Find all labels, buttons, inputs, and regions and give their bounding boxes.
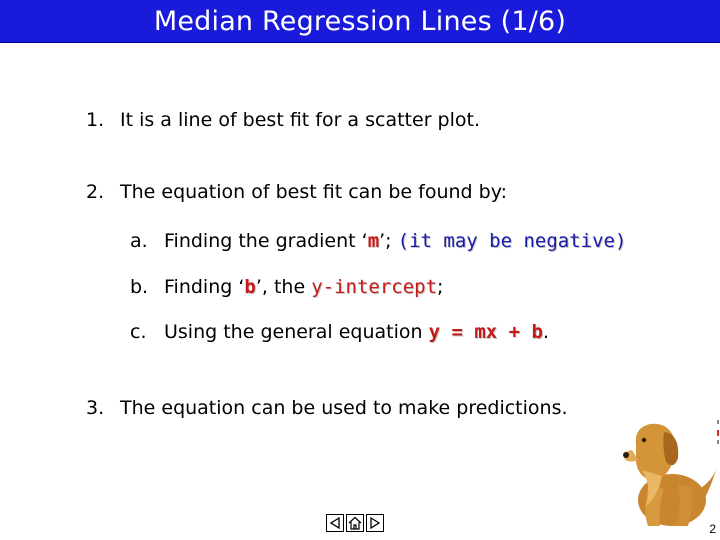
subpoint-label: c.	[130, 321, 147, 343]
negative-note: (it may be negative)	[397, 230, 627, 252]
general-equation: y = mx + b	[428, 321, 543, 343]
title-bar	[0, 0, 720, 43]
previous-slide-button[interactable]	[326, 514, 344, 532]
golden-retriever-image	[612, 410, 720, 528]
slide-navigation	[326, 514, 384, 534]
subpoint-text: ;	[437, 276, 444, 298]
point-number: 1.	[86, 109, 105, 131]
subpoint-text: ’, the	[255, 276, 312, 298]
point-2	[86, 180, 507, 204]
home-icon	[348, 516, 362, 530]
subpoint-c	[130, 320, 549, 344]
subpoint-b	[130, 275, 443, 299]
gradient-symbol: m	[367, 230, 380, 252]
next-slide-button[interactable]	[366, 514, 384, 532]
point-number: 2.	[86, 181, 105, 203]
point-text: The equation can be used to make predictions.	[120, 397, 568, 419]
subpoint-text: Using the general equation	[164, 321, 429, 343]
point-text: The equation of best fit can be found by:	[120, 181, 507, 203]
point-number: 3.	[86, 397, 105, 419]
point-3	[86, 396, 568, 420]
point-text: It is a line of best fit for a scatter plot.	[120, 109, 480, 131]
y-intercept-term: y-intercept	[311, 276, 438, 298]
page-number: 2	[709, 522, 716, 536]
triangle-right-icon	[369, 517, 381, 529]
subpoint-label: a.	[130, 230, 148, 252]
point-1	[86, 108, 480, 132]
subpoint-text: ’;	[379, 230, 398, 252]
slide-title: Median Regression Lines (1/6)	[153, 5, 567, 37]
subpoint-label: b.	[130, 276, 149, 298]
intercept-symbol: b	[244, 276, 256, 298]
subpoint-text: .	[542, 321, 550, 343]
subpoint-text: Finding ‘	[164, 276, 245, 298]
home-button[interactable]	[346, 514, 364, 532]
triangle-left-icon	[329, 517, 341, 529]
subpoint-text: Finding the gradient ‘	[164, 230, 368, 252]
subpoint-a	[130, 229, 626, 253]
